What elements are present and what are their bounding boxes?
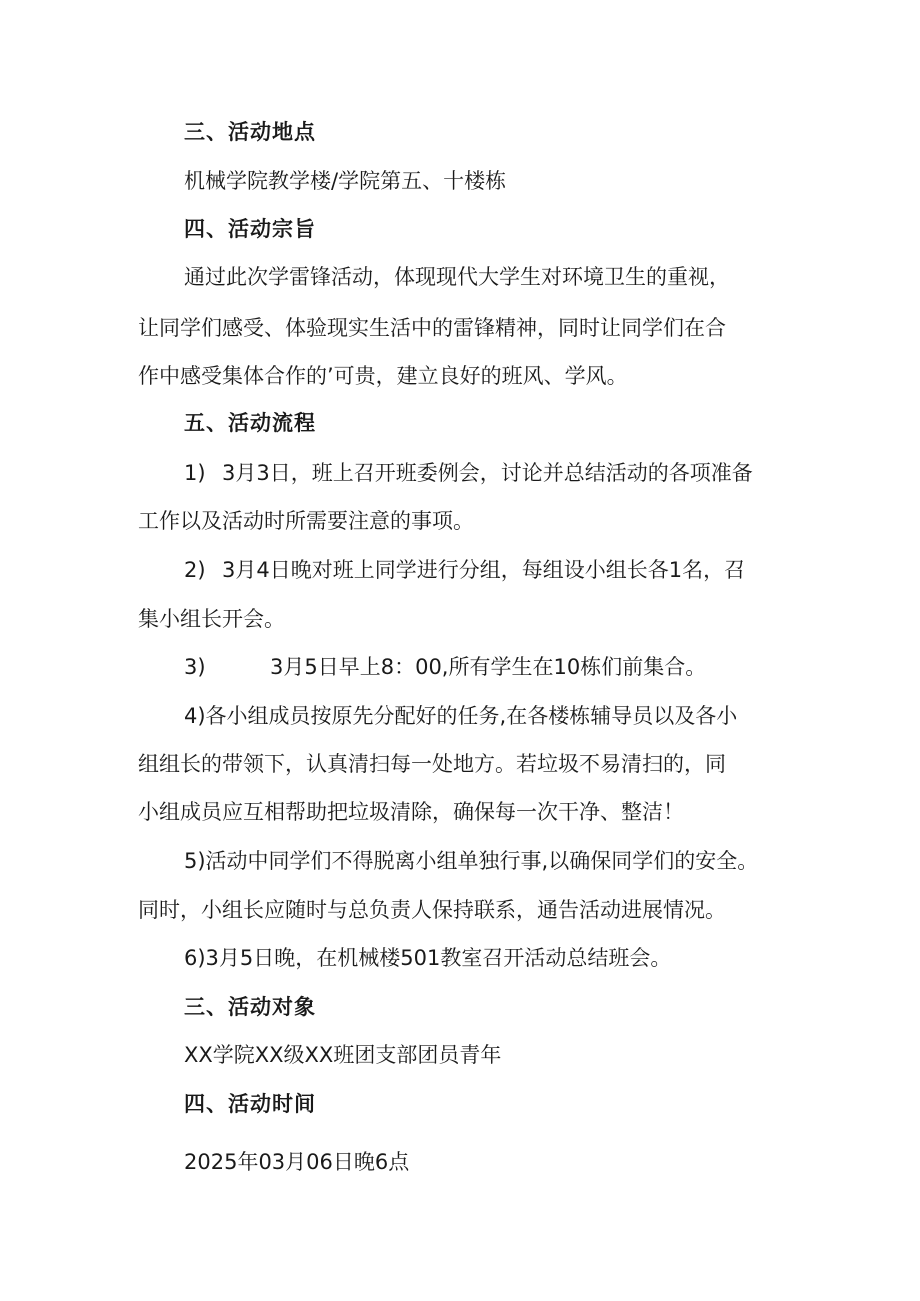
step-2-line-2: 集小组长开会。: [138, 607, 285, 631]
purpose-line-2: 让同学们感受、体验现实生活中的雷锋精神，同时让同学们在合: [138, 316, 726, 340]
location-heading: 三、活动地点: [184, 120, 316, 144]
target-heading: 三、活动对象: [184, 995, 316, 1019]
purpose-line-1: 通过此次学雷锋活动，体现现代大学生对环境卫生的重视，: [184, 265, 730, 289]
step-3-text: 3月5日早上8：00,所有学生在10栋们前集合。: [270, 655, 707, 679]
time-text: 2025年03月06日晚6点: [184, 1150, 410, 1174]
step-5-line-2: 同时，小组长应随时与总负责人保持联系，通告活动进展情况。: [138, 898, 726, 922]
step-4-line-1: 4)各小组成员按原先分配好的任务,在各楼栋辅导员以及各小: [184, 704, 738, 728]
purpose-line-3: 作中感受集体合作的’可贵，建立良好的班风、学风。: [138, 364, 628, 388]
step-1-text: 3月3日，班上召开班委例会，讨论并总结活动的各项准备: [222, 461, 753, 485]
step-4-line-3: 小组成员应互相帮助把垃圾清除，确保每一次干净、整洁！: [138, 800, 684, 824]
process-heading: 五、活动流程: [184, 411, 316, 435]
step-1-number: 1): [184, 461, 206, 485]
step-2-text: 3月4日晚对班上同学进行分组，每组设小组长各1名，召: [222, 558, 746, 582]
step-1-line-2: 工作以及活动时所需要注意的事项。: [138, 509, 474, 533]
time-heading: 四、活动时间: [184, 1092, 316, 1116]
step-2-number: 2): [184, 558, 206, 582]
purpose-heading: 四、活动宗旨: [184, 217, 316, 241]
step-2-line-1: [184, 556, 745, 584]
step-6-line-1: 6)3月5日晚，在机械楼501教室召开活动总结班会。: [184, 946, 672, 970]
step-5-line-1: 5)活动中同学们不得脱离小组单独行事,以确保同学们的安全。: [184, 849, 759, 873]
step-3-line-1: [184, 653, 706, 681]
step-1-line-1: [184, 459, 753, 487]
step-3-number: 3): [184, 655, 206, 679]
location-text: 机械学院教学楼/学院第五、十楼栋: [184, 169, 507, 193]
target-text: XX学院XX级XX班团支部团员青年: [184, 1043, 502, 1067]
step-4-line-2: 组组长的带领下，认真清扫每一处地方。若垃圾不易清扫的，同: [138, 752, 726, 776]
